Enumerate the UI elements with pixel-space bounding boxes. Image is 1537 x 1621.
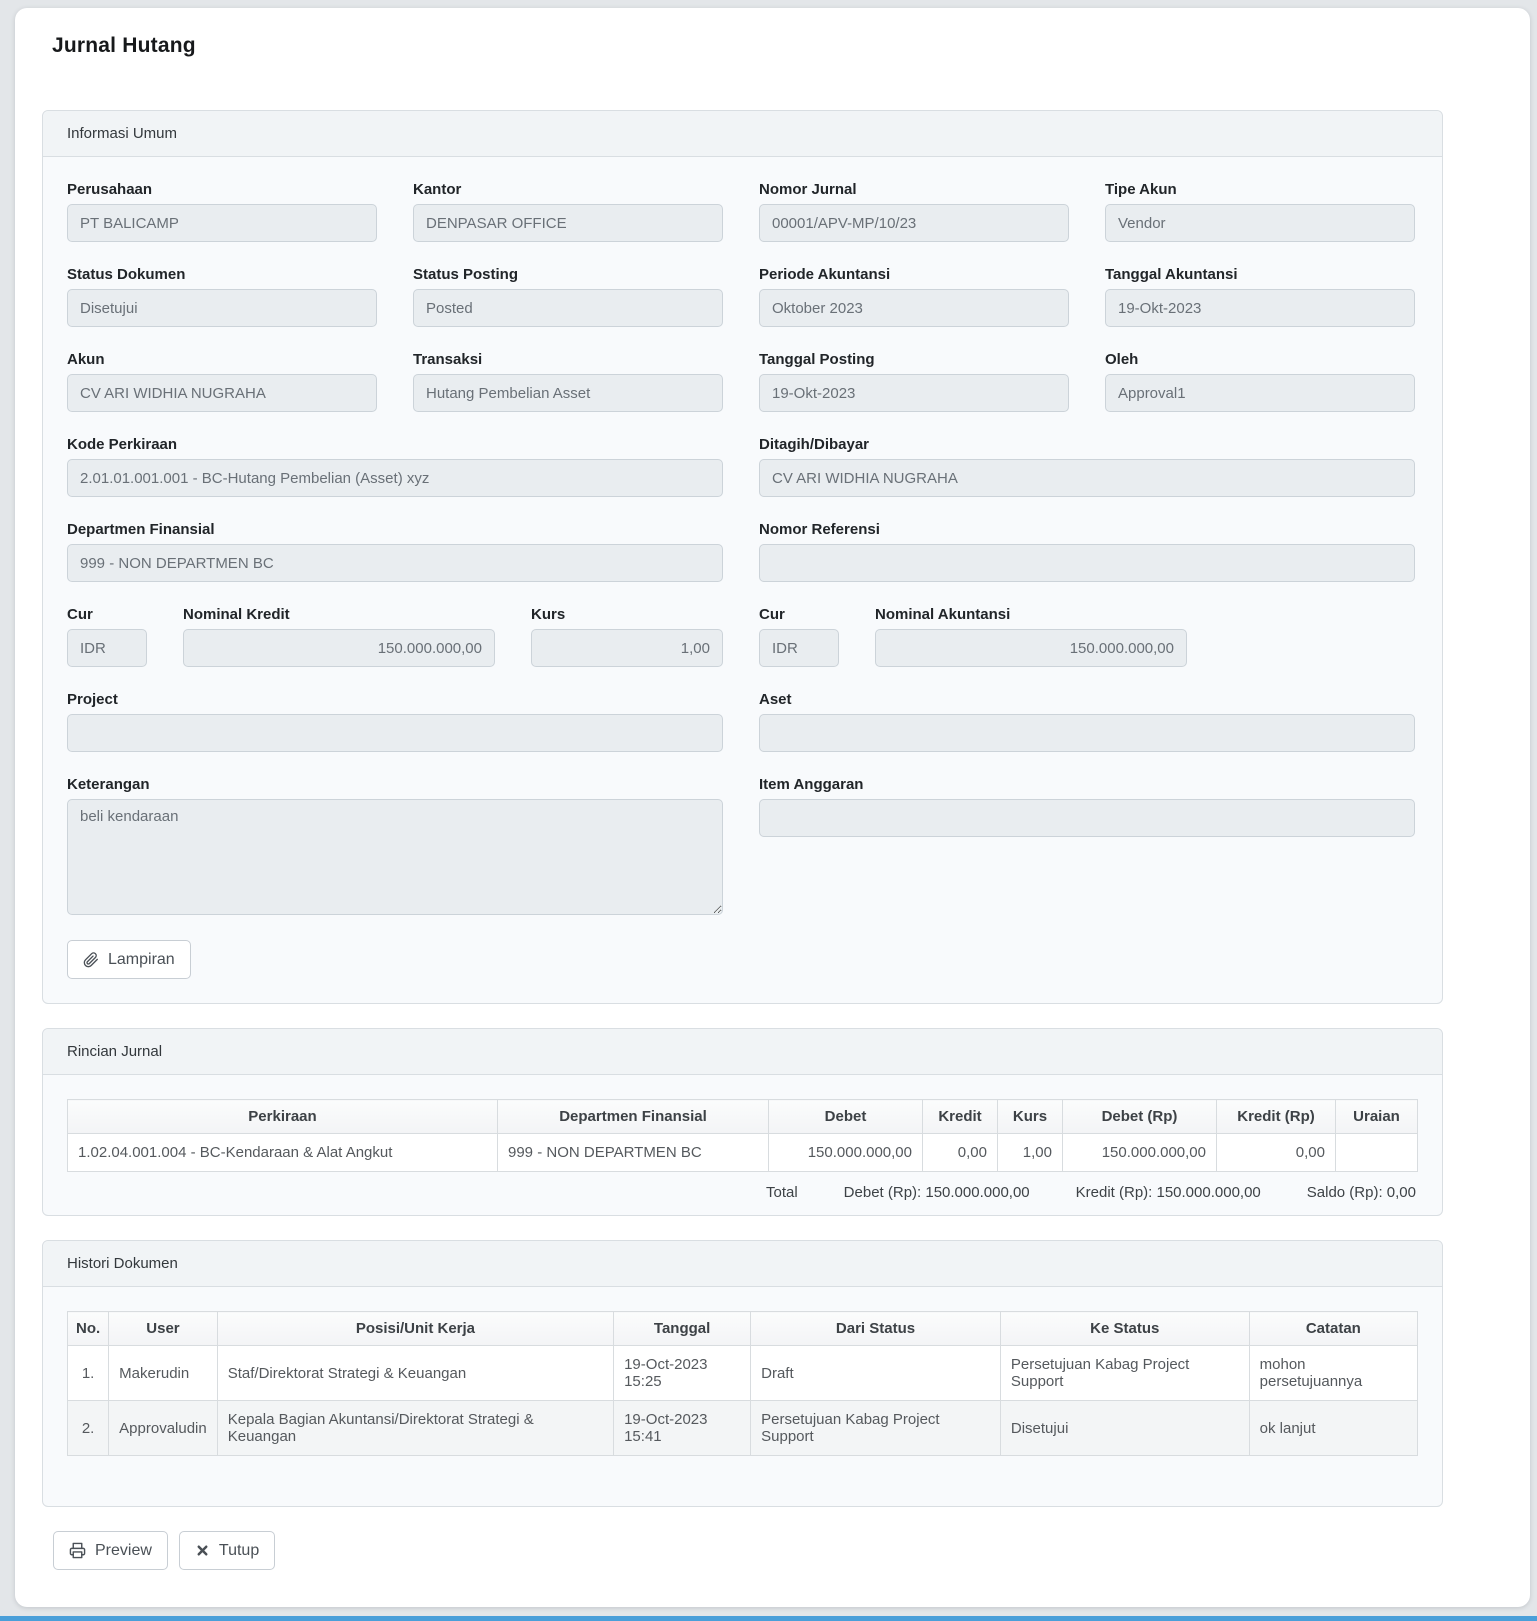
histori-header-row	[68, 1312, 1418, 1346]
cell-kredit-rp: 0,00	[1217, 1134, 1336, 1172]
close-icon	[195, 1543, 210, 1558]
status-dokumen-label: Status Dokumen	[67, 266, 186, 283]
cell-user: Approvaludin	[109, 1401, 218, 1456]
kurs-input	[531, 629, 723, 667]
cell-kredit: 0,00	[923, 1134, 998, 1172]
cell-departmen: 999 - NON DEPARTMEN BC	[498, 1134, 769, 1172]
rincian-col-perkiraan: Perkiraan	[68, 1100, 498, 1134]
item-anggaran-input	[759, 799, 1415, 837]
nomor-jurnal-input	[759, 204, 1069, 242]
total-label: Total	[765, 1184, 798, 1201]
kode-perkiraan-input	[67, 459, 723, 497]
departmen-finansial-input	[67, 544, 723, 582]
nomor-referensi-label: Nomor Referensi	[759, 521, 880, 538]
printer-icon	[69, 1542, 86, 1559]
keterangan-label: Keterangan	[67, 776, 150, 793]
paperclip-icon	[83, 952, 99, 968]
page-title: Jurnal Hutang	[52, 34, 196, 57]
akun-input	[67, 374, 377, 412]
perusahaan-label: Perusahaan	[67, 181, 153, 198]
cell-tanggal: 19-Oct-2023 15:41	[614, 1401, 751, 1456]
ditagih-dibayar-input	[759, 459, 1415, 497]
status-posting-input	[413, 289, 723, 327]
status-posting-label: Status Posting	[413, 266, 519, 283]
rincian-col-kredit: Kredit	[923, 1100, 998, 1134]
cell-user: Makerudin	[109, 1346, 218, 1401]
cell-debet-rp: 150.000.000,00	[1063, 1134, 1217, 1172]
cell-ke-status: Persetujuan Kabag Project Support	[1000, 1346, 1249, 1401]
cell-tanggal: 19-Oct-2023 15:25	[614, 1346, 751, 1401]
informasi-umum-body	[43, 157, 1442, 1003]
rincian-table	[67, 1099, 1418, 1172]
table-row	[68, 1346, 1418, 1401]
histori-col-user: User	[109, 1312, 218, 1346]
cell-dari-status: Persetujuan Kabag Project Support	[751, 1401, 1001, 1456]
akun-label: Akun	[67, 351, 105, 368]
preview-button-label: Preview	[95, 1541, 152, 1559]
histori-col-ke-status: Ke Status	[1000, 1312, 1249, 1346]
cell-catatan: mohon persetujuannya	[1249, 1346, 1417, 1401]
rincian-jurnal-body	[43, 1075, 1442, 1215]
histori-dokumen-header: Histori Dokumen	[43, 1241, 1442, 1287]
nominal-kredit-label: Nominal Kredit	[183, 606, 290, 623]
cur-kredit-label: Cur	[67, 606, 93, 623]
total-debet: Debet (Rp): 150.000.000,00	[843, 1184, 1030, 1201]
oleh-label: Oleh	[1105, 351, 1139, 368]
nomor-jurnal-label: Nomor Jurnal	[759, 181, 857, 198]
kode-perkiraan-label: Kode Perkiraan	[67, 436, 178, 453]
transaksi-label: Transaksi	[413, 351, 483, 368]
tanggal-posting-input	[759, 374, 1069, 412]
histori-dokumen-body	[43, 1287, 1442, 1506]
total-saldo: Saldo (Rp): 0,00	[1306, 1184, 1416, 1201]
kurs-label: Kurs	[531, 606, 566, 623]
lampiran-button-label: Lampiran	[108, 950, 175, 968]
aset-label: Aset	[759, 691, 792, 708]
transaksi-input	[413, 374, 723, 412]
table-row	[68, 1401, 1418, 1456]
histori-table	[67, 1311, 1418, 1456]
informasi-umum-panel	[42, 110, 1443, 1004]
cell-catatan: ok lanjut	[1249, 1401, 1417, 1456]
rincian-col-debet-rp: Debet (Rp)	[1063, 1100, 1217, 1134]
main-card	[15, 8, 1530, 1607]
table-row	[68, 1134, 1418, 1172]
tutup-button[interactable]	[179, 1531, 275, 1570]
rincian-col-departmen: Departmen Finansial	[498, 1100, 769, 1134]
cur-akuntansi-label: Cur	[759, 606, 785, 623]
ditagih-dibayar-label: Ditagih/Dibayar	[759, 436, 870, 453]
cur-akuntansi-input	[759, 629, 839, 667]
item-anggaran-label: Item Anggaran	[759, 776, 864, 793]
histori-col-posisi: Posisi/Unit Kerja	[217, 1312, 613, 1346]
keterangan-textarea[interactable]	[67, 799, 723, 915]
cell-debet: 150.000.000,00	[769, 1134, 923, 1172]
project-label: Project	[67, 691, 118, 708]
rincian-header-row	[68, 1100, 1418, 1134]
histori-dokumen-panel	[42, 1240, 1443, 1507]
preview-button[interactable]	[53, 1531, 168, 1570]
total-kredit: Kredit (Rp): 150.000.000,00	[1075, 1184, 1261, 1201]
footer-actions	[53, 1531, 1530, 1570]
nomor-referensi-input	[759, 544, 1415, 582]
bottom-accent-bar	[0, 1616, 1537, 1621]
cell-no: 2.	[68, 1401, 109, 1456]
rincian-jurnal-panel	[42, 1028, 1443, 1216]
lampiran-button[interactable]	[67, 940, 191, 979]
periode-akuntansi-input	[759, 289, 1069, 327]
cell-uraian	[1336, 1134, 1418, 1172]
kantor-label: Kantor	[413, 181, 462, 198]
histori-col-tanggal: Tanggal	[614, 1312, 751, 1346]
status-dokumen-input	[67, 289, 377, 327]
cell-posisi: Kepala Bagian Akuntansi/Direktorat Strategi & Keuangan	[217, 1401, 613, 1456]
cell-kurs: 1,00	[998, 1134, 1063, 1172]
departmen-finansial-label: Departmen Finansial	[67, 521, 215, 538]
rincian-col-uraian: Uraian	[1336, 1100, 1418, 1134]
rincian-col-kredit-rp: Kredit (Rp)	[1217, 1100, 1336, 1134]
cell-ke-status: Disetujui	[1000, 1401, 1249, 1456]
rincian-col-kurs: Kurs	[998, 1100, 1063, 1134]
tanggal-posting-label: Tanggal Posting	[759, 351, 875, 368]
rincian-col-debet: Debet	[769, 1100, 923, 1134]
cur-kredit-input	[67, 629, 147, 667]
tutup-button-label: Tutup	[218, 1541, 260, 1559]
nominal-akuntansi-label: Nominal Akuntansi	[875, 606, 1011, 623]
informasi-umum-header: Informasi Umum	[43, 111, 1442, 157]
oleh-input	[1105, 374, 1415, 412]
histori-col-catatan: Catatan	[1249, 1312, 1417, 1346]
project-input	[67, 714, 723, 752]
nominal-kredit-input	[183, 629, 495, 667]
nominal-akuntansi-input	[875, 629, 1187, 667]
tanggal-akuntansi-input	[1105, 289, 1415, 327]
rincian-jurnal-header: Rincian Jurnal	[43, 1029, 1442, 1075]
tipe-akun-label: Tipe Akun	[1105, 181, 1177, 198]
rincian-total-row	[67, 1172, 1418, 1201]
cell-perkiraan: 1.02.04.001.004 - BC-Kendaraan & Alat Angkut	[68, 1134, 498, 1172]
aset-input	[759, 714, 1415, 752]
kantor-input	[413, 204, 723, 242]
cell-dari-status: Draft	[751, 1346, 1001, 1401]
tanggal-akuntansi-label: Tanggal Akuntansi	[1105, 266, 1238, 283]
tipe-akun-input	[1105, 204, 1415, 242]
cell-posisi: Staf/Direktorat Strategi & Keuangan	[217, 1346, 613, 1401]
cell-no: 1.	[68, 1346, 109, 1401]
periode-akuntansi-label: Periode Akuntansi	[759, 266, 891, 283]
histori-col-dari-status: Dari Status	[751, 1312, 1001, 1346]
histori-col-no: No.	[68, 1312, 109, 1346]
perusahaan-input	[67, 204, 377, 242]
